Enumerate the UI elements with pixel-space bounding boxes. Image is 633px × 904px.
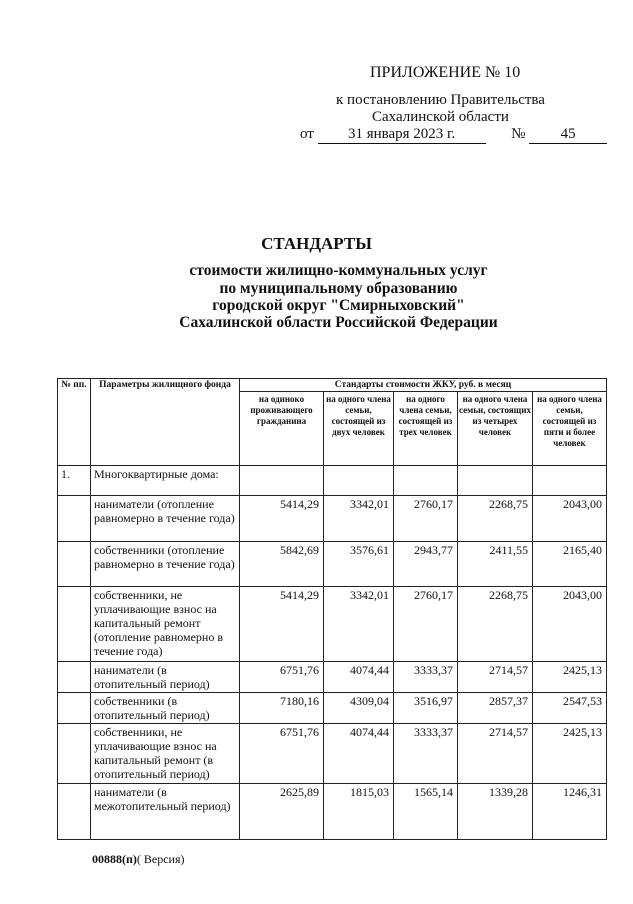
document-code: 00888(п) [92, 852, 137, 866]
row-value: 2714,57 [458, 662, 533, 693]
title-subline-1: стоимости жилищно-коммунальных услуг [189, 262, 488, 279]
row-value: 2547,53 [533, 693, 607, 724]
appendix-title: ПРИЛОЖЕНИЕ № 10 [370, 64, 521, 81]
row-value: 1339,28 [458, 784, 533, 840]
document-footer [92, 852, 185, 867]
col-header-number: № пп. [58, 379, 91, 466]
document-title: СТАНДАРТЫ [261, 234, 372, 253]
document-version: ( Версия) [136, 852, 185, 866]
table-row [58, 693, 607, 724]
row-value: 7180,16 [240, 693, 324, 724]
table-row [58, 724, 607, 784]
row-label: собственники (отопление равномерно в течение года) [91, 542, 240, 587]
row-label: собственники, не уплачивающие взнос на капитальный ремонт (в отопительный период) [91, 724, 240, 784]
row-label: наниматели (отопление равномерно в течение года) [91, 496, 240, 542]
row-value: 6751,76 [240, 662, 324, 693]
col-header-group: Стандарты стоимости ЖКУ, руб. в месяц [240, 379, 607, 392]
row-value: 2043,00 [533, 496, 607, 542]
row-value: 2268,75 [458, 587, 533, 662]
row-value: 5414,29 [240, 496, 324, 542]
section-label: Многоквартирные дома: [91, 466, 240, 496]
row-value: 6751,76 [240, 724, 324, 784]
row-value: 2425,13 [533, 662, 607, 693]
col-header-three: на одного члена семьи, состоящей из трех человек [394, 392, 458, 466]
row-value: 1815,03 [324, 784, 394, 840]
title-subline-4: Сахалинской области Российской Федерации [179, 314, 498, 331]
title-subline-3: городской округ "Смирныховский" [212, 297, 465, 314]
row-value: 2714,57 [458, 724, 533, 784]
row-value: 4074,44 [324, 662, 394, 693]
table-row [58, 496, 607, 542]
table-row [58, 662, 607, 693]
row-label: собственники, не уплачивающие взнос на капитальный ремонт (отопление равномерно в течение года) [91, 587, 240, 662]
row-value: 3342,01 [324, 496, 394, 542]
row-value: 5414,29 [240, 587, 324, 662]
date-number-line [300, 126, 607, 144]
title-subline-2: по муниципальному образованию [219, 280, 458, 297]
resolution-line: к постановлению Правительства [336, 92, 545, 108]
row-value: 2943,77 [394, 542, 458, 587]
col-header-four: на одного члена семьи, состоящих из четырех человек [458, 392, 533, 466]
row-value: 2411,55 [458, 542, 533, 587]
row-value: 3333,37 [394, 662, 458, 693]
row-value: 2043,00 [533, 587, 607, 662]
col-header-single: на одиноко проживающего гражданина [240, 392, 324, 466]
row-value: 1565,14 [394, 784, 458, 840]
row-label: наниматели (в отопительный период) [91, 662, 240, 693]
row-value: 2625,89 [240, 784, 324, 840]
row-value: 3342,01 [324, 587, 394, 662]
col-header-five-plus: на одного члена семьи, состоящей из пяти и более человек [533, 392, 607, 466]
row-value: 2425,13 [533, 724, 607, 784]
col-header-params: Параметры жилищного фонда [91, 379, 240, 466]
row-value: 3333,37 [394, 724, 458, 784]
table-row [58, 542, 607, 587]
resolution-number: 45 [529, 126, 607, 144]
table-row [58, 784, 607, 840]
standards-table [57, 378, 607, 840]
section-number: 1. [58, 466, 91, 496]
table-row [58, 466, 607, 496]
row-value: 2165,40 [533, 542, 607, 587]
row-label: собственники (в отопительный период) [91, 693, 240, 724]
row-value: 4074,44 [324, 724, 394, 784]
row-value: 4309,04 [324, 693, 394, 724]
col-header-two: на одного члена семьи, состоящей из двух человек [324, 392, 394, 466]
resolution-date: 31 января 2023 г. [318, 126, 486, 144]
region-line: Сахалинской области [372, 109, 509, 125]
row-value: 3576,61 [324, 542, 394, 587]
row-value: 2760,17 [394, 496, 458, 542]
row-value: 3516,97 [394, 693, 458, 724]
row-value: 2268,75 [458, 496, 533, 542]
date-prefix: от [300, 126, 314, 142]
table-row [58, 587, 607, 662]
row-value: 1246,31 [533, 784, 607, 840]
number-prefix: № [511, 126, 526, 142]
row-value: 2857,37 [458, 693, 533, 724]
row-label: наниматели (в межотопительный период) [91, 784, 240, 840]
row-value: 5842,69 [240, 542, 324, 587]
row-value: 2760,17 [394, 587, 458, 662]
